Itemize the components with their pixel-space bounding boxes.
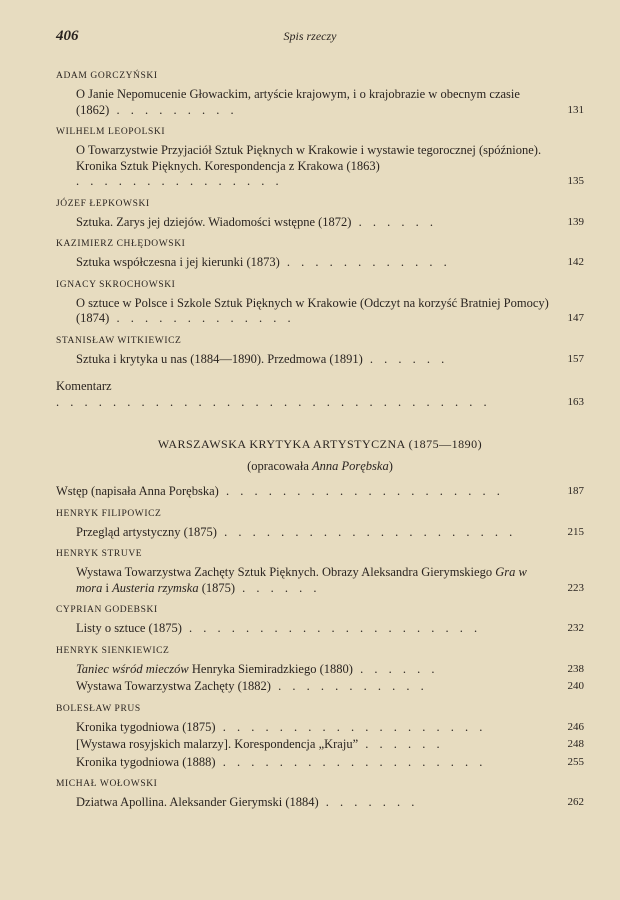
entry-page: 187 xyxy=(567,485,584,497)
entry-page: 157 xyxy=(567,352,584,365)
author-name: STANISŁAW WITKIEWICZ xyxy=(56,335,182,346)
toc-entry: Wystawa Towarzystwa Zachęty (1882) . . . . . . . . . . . 240 xyxy=(76,679,584,693)
toc-entry: Sztuka. Zarys jej dziejów. Wiadomości wstępne (1872) . . . . . . 139 xyxy=(76,214,584,229)
entry-title: Przegląd artystyczny (1875) xyxy=(76,524,217,539)
entry-page: 255 xyxy=(567,755,584,768)
entry-page: 238 xyxy=(567,662,584,675)
author-name: IGNACY SKROCHOWSKI xyxy=(56,279,176,290)
entry-page: 240 xyxy=(567,680,584,692)
entry-title: Sztuka i krytyka u nas (1884—1890). Przedmowa (1891) xyxy=(76,351,363,366)
toc-entry: Dziatwa Apollina. Aleksander Gierymski (1884) . . . . . . . 262 xyxy=(76,795,584,809)
entry-title: Komentarz xyxy=(56,379,112,393)
author-name: MICHAŁ WOŁOWSKI xyxy=(56,779,158,789)
entry-title: Kronika tygodniowa (1875) xyxy=(76,719,216,734)
toc-entry: Wystawa Towarzystwa Zachęty Sztuk Pięknych. Obrazy Aleksandra Gierymskiego Gra w mora i Austeria rzymska (1875) . . . . . . 223 xyxy=(76,565,584,595)
entry-page: 248 xyxy=(567,738,584,750)
toc-entry: Taniec wśród mieczów Henryka Siemiradzkiego (1880) . . . . . . 238 xyxy=(76,661,584,676)
author-name: WILHELM LEOPOLSKI xyxy=(56,127,166,137)
entry-title: O sztuce w Polsce i Szkole Sztuk Pięknych w Krakowie (Odczyt na korzyść Bratniej Pomocy) (1874) xyxy=(76,295,549,325)
entry-page: 131 xyxy=(567,103,584,116)
entry-title: [Wystawa rosyjskich malarzy]. Korespondencja „Kraju” xyxy=(76,737,359,751)
section-title: WARSZAWSKA KRYTYKA ARTYSTYCZNA (1875—1890) xyxy=(157,437,483,451)
entry-title: Sztuka współczesna i jej kierunki (1873) xyxy=(76,255,280,269)
table-of-contents xyxy=(56,62,584,813)
entry-title: O Towarzystwie Przyjaciół Sztuk Pięknych w Krakowie i wystawie tegorocznej (spóźnione). Kronika Sztuk Pięknych. Korespondencja z Krakowa (1863) xyxy=(76,143,542,173)
author-name: CYPRIAN GODEBSKI xyxy=(56,605,158,615)
author-name: HENRYK STRUVE xyxy=(56,549,143,559)
entry-title: Taniec wśród mieczów Henryka Siemiradzkiego (1880) xyxy=(76,661,353,676)
page-number: 406 xyxy=(56,28,79,44)
entry-title: Wystawa Towarzystwa Zachęty (1882) xyxy=(76,679,271,693)
entry-page: 135 xyxy=(567,175,584,187)
toc-entry: O Janie Nepomucenie Głowackim, artyście krajowym, i o krajobrazie w obecnym czasie (1862) . . . . . . . . . 131 xyxy=(76,87,584,117)
toc-entry: Sztuka współczesna i jej kierunki (1873) . . . . . . . . . . . . 142 xyxy=(76,255,584,269)
section-subtitle: (opracowała Anna Porębska) xyxy=(247,459,393,473)
entry-page: 223 xyxy=(567,581,584,594)
author-name: HENRYK FILIPOWICZ xyxy=(56,508,162,519)
entry-title: Wystawa Towarzystwa Zachęty Sztuk Pięknych. Obrazy Aleksandra Gierymskiego Gra w mora i Austeria rzymska (1875) xyxy=(76,565,527,595)
toc-entry: O sztuce w Polsce i Szkole Sztuk Pięknych w Krakowie (Odczyt na korzyść Bratniej Pomocy) (1874) . . . . . . . . . . . . . 147 xyxy=(76,295,584,325)
author-name: KAZIMIERZ CHŁĘDOWSKI xyxy=(56,239,186,249)
page-header xyxy=(56,28,564,48)
running-title: Spis rzeczy xyxy=(283,29,337,43)
toc-entry: Kronika tygodniowa (1888) . . . . . . . . . . . . . . . . . . . 255 xyxy=(76,754,584,769)
toc-entry-intro: Wstęp (napisała Anna Porębska) . . . . . . . . . . . . . . . . . . . . 187 xyxy=(56,484,584,498)
entry-page: 262 xyxy=(567,796,584,808)
toc-entry: [Wystawa rosyjskich malarzy]. Korespondencja „Kraju” . . . . . . 248 xyxy=(76,737,584,751)
entry-title: Sztuka. Zarys jej dziejów. Wiadomości wstępne (1872) xyxy=(76,214,352,229)
entry-title: O Janie Nepomucenie Głowackim, artyście krajowym, i o krajobrazie w obecnym czasie (1862) xyxy=(76,87,520,117)
entry-page: 215 xyxy=(567,525,584,538)
toc-entry: Przegląd artystyczny (1875) . . . . . . . . . . . . . . . . . . . . . 215 xyxy=(76,524,584,539)
author-name: ADAM GORCZYŃSKI xyxy=(56,71,158,81)
entry-title: Listy o sztuce (1875) xyxy=(76,621,182,635)
entry-page: 232 xyxy=(567,622,584,634)
entry-title: Wstęp (napisała Anna Porębska) xyxy=(56,484,219,498)
author-name: JÓZEF ŁEPKOWSKI xyxy=(56,198,150,209)
toc-entry: Sztuka i krytyka u nas (1884—1890). Przedmowa (1891) . . . . . . 157 xyxy=(76,351,584,366)
entry-page: 139 xyxy=(567,215,584,228)
entry-page: 163 xyxy=(567,395,584,408)
entry-page: 246 xyxy=(567,720,584,733)
entry-page: 142 xyxy=(567,256,584,268)
author-name: HENRYK SIENKIEWICZ xyxy=(56,645,170,656)
entry-title: Kronika tygodniowa (1888) xyxy=(76,754,216,769)
toc-entry: Kronika tygodniowa (1875) . . . . . . . . . . . . . . . . . . . 246 xyxy=(76,719,584,734)
toc-entry-komentarz: Komentarz . . . . . . . . . . . . . . . . . . . . . . . . . . . . . . . 163 xyxy=(56,379,584,409)
author-name: BOLESŁAW PRUS xyxy=(56,703,141,714)
entry-page: 147 xyxy=(567,312,584,324)
entry-title: Dziatwa Apollina. Aleksander Gierymski (1884) xyxy=(76,795,319,809)
toc-entry: O Towarzystwie Przyjaciół Sztuk Pięknych w Krakowie i wystawie tegorocznej (spóźnione). Kronika Sztuk Pięknych. Korespondencja z Krakowa (1863) . . . . . . . . . . . . . . . 135 xyxy=(76,143,584,188)
toc-entry: Listy o sztuce (1875) . . . . . . . . . . . . . . . . . . . . . 232 xyxy=(76,621,584,635)
